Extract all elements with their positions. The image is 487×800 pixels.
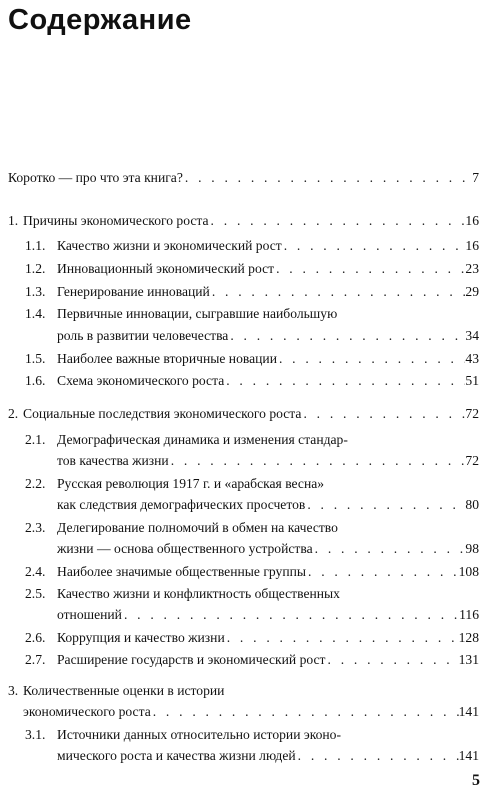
toc-entry-title: Социальные последствия экономического роста [23,406,302,421]
dot-leader [313,539,466,558]
toc-entry-2-6[interactable] [25,628,479,647]
toc-entry-title: Коррупция и качество жизни [57,630,225,645]
dot-leader [326,650,459,669]
toc-entry-page: 80 [465,497,479,512]
toc-entry-1-3[interactable] [25,282,479,301]
dot-leader [210,282,466,301]
toc-entry-2-1-number: 2.1. [25,432,46,447]
toc-entry-2-2[interactable] [57,495,479,514]
toc-entry-1-5[interactable] [25,349,479,368]
toc-entry-title: отношений [57,607,122,622]
toc-entry-page: 29 [465,284,479,299]
toc-entry-page: 72 [465,453,479,468]
toc-entry-page: 7 [472,170,479,185]
toc-entry-number: 1.5. [25,351,46,366]
toc-entry-2-1[interactable] [57,451,479,470]
toc-entry-1-4-title-line1: Первичные инновации, сыгравшие наибольшую [57,306,338,321]
toc-entry-title: экономического роста [23,704,151,719]
dot-leader [122,605,459,624]
toc-entry-number: 1.1. [25,238,46,253]
toc-entry-page: 23 [465,261,479,276]
toc-entry-title: Наиболее значимые общественные группы [57,564,307,579]
toc-entry-page: 141 [458,748,479,763]
toc-entry-2-2-title-line1: Русская революция 1917 г. и «арабская весна» [57,476,325,491]
toc-entry-title: Коротко — про что эта книга? [8,170,183,185]
toc-entry-2-3[interactable] [57,539,479,558]
toc-entry-page: 43 [465,351,479,366]
toc-entry-title: Причины экономического роста [23,213,209,228]
dot-leader [296,746,459,765]
toc-entry-number: 2.6. [25,630,46,645]
toc-entry-number: 1.2. [25,261,46,276]
toc-entry-title: роль в развитии человечества [57,328,229,343]
toc-entry-page: 131 [458,652,479,667]
toc-entry-page: 16 [465,238,479,253]
dot-leader [209,211,466,230]
toc-entry-page: 51 [465,373,479,388]
toc-entry-chapter-3[interactable] [23,702,479,721]
toc-entry-page: 128 [458,630,479,645]
toc-entry-number: 1. [8,213,19,228]
dot-leader [224,371,465,390]
toc-entry-page: 116 [459,607,479,622]
toc-entry-2-7[interactable] [25,650,479,669]
dot-leader [305,495,465,514]
toc-entry-2-5[interactable] [57,605,479,624]
toc-entry-intro[interactable] [8,168,479,187]
dot-leader [228,326,465,345]
toc-entry-page: 98 [465,541,479,556]
toc-entry-1-4[interactable] [57,326,479,345]
toc-entry-1-1[interactable] [25,236,479,255]
toc-entry-3-1-number: 3.1. [25,727,46,742]
dot-leader [282,236,466,255]
toc-entry-page: 16 [465,213,479,228]
dot-leader [274,259,465,278]
toc-entry-title: Инновационный экономический рост [57,261,275,276]
toc-entry-page: 108 [458,564,479,579]
toc-entry-title: как следствия демографических просчетов [57,497,306,512]
toc-entry-title: Схема экономического роста [57,373,225,388]
dot-leader [306,562,459,581]
toc-entry-title: Расширение государств и экономический рост [57,652,326,667]
toc-entry-page: 72 [465,406,479,421]
toc-entry-page: 34 [465,328,479,343]
dot-leader [183,168,472,187]
dot-leader [277,349,465,368]
toc-entry-1-2[interactable] [25,259,479,278]
toc-entry-page: 141 [458,704,479,719]
toc-entry-chapter-3-number: 3. [8,683,19,698]
dot-leader [169,451,466,470]
toc-entry-2-1-title-line1: Демографическая динамика и изменения стандар- [57,432,348,447]
toc-entry-number: 1.6. [25,373,46,388]
toc-entry-1-6[interactable] [25,371,479,390]
toc-entry-number: 2.4. [25,564,46,579]
toc-entry-number: 2.7. [25,652,46,667]
toc-entry-1-4-number: 1.4. [25,306,46,321]
toc-entry-2-5-title-line1: Качество жизни и конфликтность общественных [57,586,340,601]
toc-entry-title: Качество жизни и экономический рост [57,238,282,253]
toc-entry-2-3-title-line1: Делегирование полномочий в обмен на качество [57,520,338,535]
toc-entry-chapter-3-title-line1: Количественные оценки в истории [23,683,225,698]
toc-entry-title: Генерирование инноваций [57,284,210,299]
toc-entry-number: 1.3. [25,284,46,299]
toc-entry-3-1[interactable] [57,746,479,765]
toc-entry-chapter-1[interactable] [8,211,479,230]
toc-entry-2-3-number: 2.3. [25,520,46,535]
toc-entry-2-2-number: 2.2. [25,476,46,491]
toc-entry-title: мического роста и качества жизни людей [57,748,296,763]
toc-entry-number: 2. [8,406,19,421]
toc-entry-3-1-title-line1: Источники данных относительно истории эконо- [57,727,342,742]
toc-entry-2-5-number: 2.5. [25,586,46,601]
dot-leader [301,404,465,423]
toc-entry-chapter-2[interactable] [8,404,479,423]
dot-leader [225,628,459,647]
dot-leader [151,702,459,721]
toc-entry-title: Наиболее важные вторичные новации [57,351,277,366]
toc-entry-2-4[interactable] [25,562,479,581]
toc-entry-title: жизни — основа общественного устройства [57,541,313,556]
page-number: 5 [472,772,480,789]
page-title: Содержание [8,4,192,36]
toc-entry-title: тов качества жизни [57,453,169,468]
